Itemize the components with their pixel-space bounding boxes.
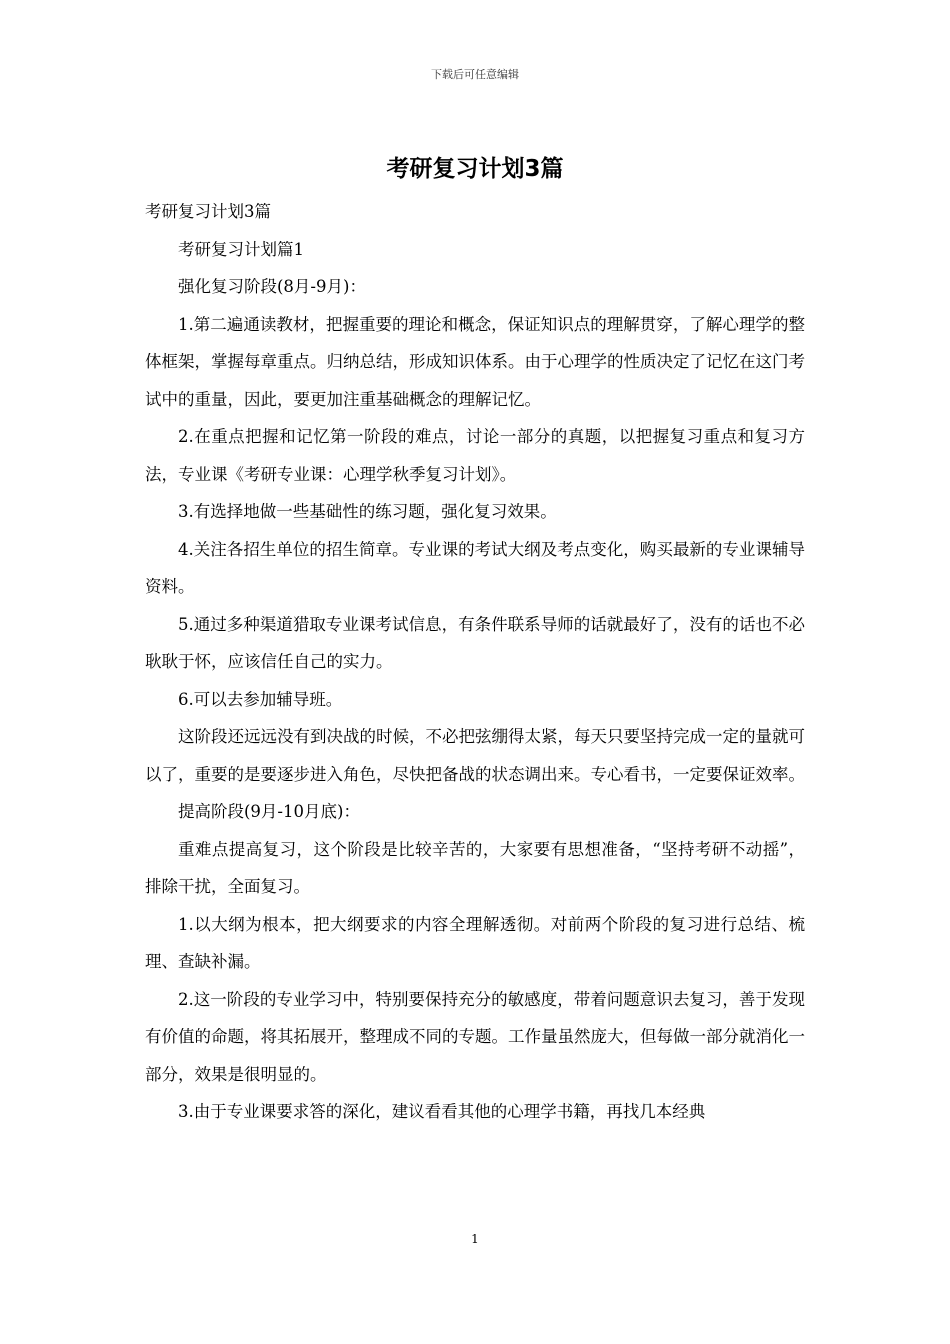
paragraph-item: 2.在重点把握和记忆第一阶段的难点，讨论一部分的真题，以把握复习重点和复习方法，专业课《考研专业课：心理学秋季复习计划》。: [145, 427, 805, 484]
paragraph-item: 3.由于专业课要求答的深化，建议看看其他的心理学书籍，再找几本经典: [178, 1102, 706, 1121]
document-title: 考研复习计划3篇: [386, 156, 564, 182]
document-body: [145, 193, 805, 1131]
paragraph-item: 1.第二遍通读教材，把握重要的理论和概念，保证知识点的理解贯穿，了解心理学的整体框架，掌握每章重点。归纳总结，形成知识体系。由于心理学的性质决定了记忆在这门考试中的重量，因此，要更加注重基础概念的理解记忆。: [145, 314, 805, 409]
paragraph-item: 3.有选择地做一些基础性的练习题，强化复习效果。: [178, 502, 557, 521]
paragraph-stage-heading: 强化复习阶段(8月-9月)：: [178, 277, 366, 296]
paragraph-item: 5.通过多种渠道猎取专业课考试信息，有条件联系导师的话就最好了，没有的话也不必耿耿于怀，应该信任自己的实力。: [145, 614, 805, 671]
paragraph-item: 6.可以去参加辅导班。: [178, 689, 343, 709]
header-note: 下载后可任意编辑: [431, 68, 519, 81]
paragraph-subtitle: 考研复习计划3篇: [145, 202, 271, 221]
paragraph-text: 这阶段还远远没有到决战的时候，不必把弦绷得太紧，每天只要坚持完成一定的量就可以了，重要的是要逐步进入角色，尽快把备战的状态调出来。专心看书，一定要保证效率。: [145, 727, 805, 784]
paragraph-section-heading: 考研复习计划篇1: [178, 239, 304, 259]
paragraph-stage-heading: 提高阶段(9月-10月底)：: [178, 802, 360, 821]
page-number: 1: [471, 1232, 479, 1246]
paragraph-text: 重难点提高复习，这个阶段是比较辛苦的，大家要有思想准备，“坚持考研不动摇”，排除干扰，全面复习。: [145, 839, 805, 896]
paragraph-item: 2.这一阶段的专业学习中，特别要保持充分的敏感度，带着问题意识去复习，善于发现有价值的命题，将其拓展开，整理成不同的专题。工作量虽然庞大，但每做一部分就消化一部分，效果是很明显的。: [145, 989, 805, 1084]
paragraph-item: 1.以大纲为根本，把大纲要求的内容全理解透彻。对前两个阶段的复习进行总结、梳理、查缺补漏。: [145, 914, 805, 971]
paragraph-item: 4.关注各招生单位的招生简章。专业课的考试大纲及考点变化，购买最新的专业课辅导资料。: [145, 539, 805, 596]
